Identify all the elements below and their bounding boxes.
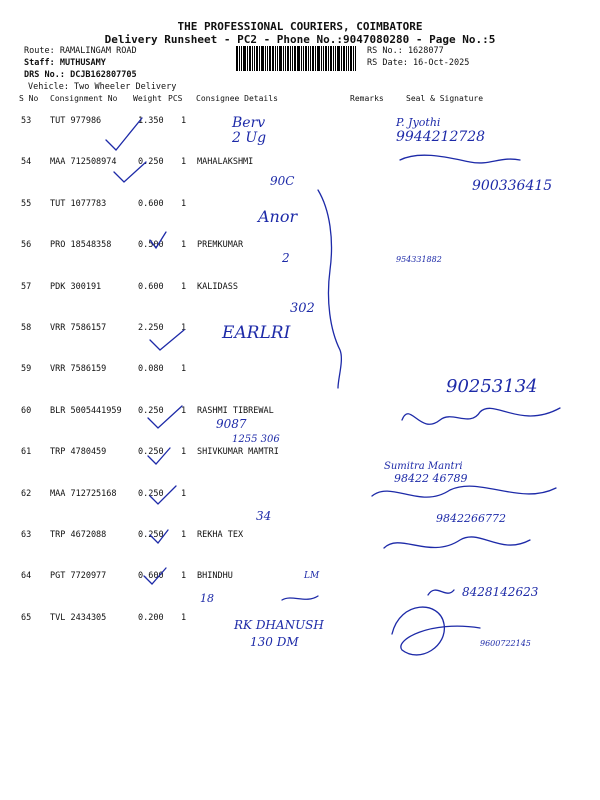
barcode-bar (348, 46, 349, 71)
barcode-bar (323, 46, 324, 71)
row-weight: 0.600 (138, 281, 164, 292)
table-row (0, 186, 600, 227)
row-pcs: 1 (181, 281, 187, 292)
drs-line (24, 70, 137, 80)
row-consignment-no: BLR 5005441959 (50, 405, 122, 416)
handwritten-name: RK DHANUSH (234, 618, 324, 632)
barcode-bar (256, 46, 258, 71)
row-sno: 56 (21, 240, 32, 251)
barcode-bar (335, 46, 336, 71)
barcode-bar (290, 46, 291, 71)
row-pcs: 1 (181, 405, 187, 416)
table-row (0, 476, 600, 517)
table-row (0, 144, 600, 185)
row-pcs: 1 (181, 157, 187, 168)
row-sno: 61 (21, 447, 32, 458)
row-consignment-no: TRP 4780459 (50, 447, 107, 458)
row-pcs: 1 (181, 323, 187, 333)
table-row (0, 393, 600, 434)
barcode-bar (269, 46, 271, 71)
handwritten-phone: 90253134 (446, 376, 538, 397)
row-consignee: PREMKUMAR (197, 240, 244, 251)
staff-line (24, 58, 106, 68)
handwritten-note: 130 DM (250, 635, 299, 649)
barcode-bar (267, 46, 268, 71)
handwritten-phone: 900336415 (472, 178, 553, 194)
row-consignee: REKHA TEX (197, 530, 244, 540)
barcode-bar (346, 46, 347, 71)
barcode-bar (236, 46, 238, 71)
barcode-bar (297, 46, 300, 71)
barcode-bar (243, 46, 246, 71)
table-row (0, 434, 600, 475)
drs-value: DCJB162807705 (70, 70, 137, 80)
barcode-bar (294, 46, 296, 71)
barcode-bar (254, 46, 255, 71)
barcode-bar (292, 46, 293, 71)
barcode-bar (312, 46, 314, 71)
barcode-bar (350, 46, 352, 71)
row-consignment-no: MAA 712508974 (50, 157, 117, 168)
row-weight: 0.600 (138, 571, 164, 582)
table-row (0, 103, 600, 144)
row-consignment-no: TUT 977986 (50, 116, 102, 126)
table-row (0, 600, 600, 641)
row-weight: 1.350 (138, 116, 164, 126)
table-row (0, 558, 600, 599)
handwritten-note: 302 (290, 301, 315, 316)
barcode-bar (287, 46, 289, 71)
barcode-bar (325, 46, 327, 71)
barcode-bar (355, 46, 356, 71)
barcode-bar (261, 46, 264, 71)
barcode-bar (330, 46, 332, 71)
row-consignment-no: PGT 7720977 (50, 571, 107, 582)
handwritten-note: Berv (232, 115, 266, 131)
row-pcs: 1 (181, 488, 187, 499)
row-sno: 63 (21, 530, 32, 540)
row-weight: 0.200 (138, 612, 164, 623)
col-pcs: PCS (168, 94, 183, 103)
row-weight: 2.250 (138, 323, 164, 333)
rs-date: RS Date: 16-Oct-2025 (367, 58, 470, 68)
barcode (236, 46, 364, 71)
row-pcs: 1 (181, 240, 187, 251)
row-weight: 0.250 (138, 488, 164, 499)
staff-value: MUTHUSAMY (59, 58, 106, 68)
barcode-bar (265, 46, 266, 71)
row-consignee: RASHMI TIBREWAL (197, 405, 274, 416)
row-weight: 0.600 (138, 198, 164, 209)
barcode-bar (247, 46, 248, 71)
handwritten-note: 90C (270, 174, 295, 188)
barcode-bar (317, 46, 320, 71)
barcode-bar (285, 46, 286, 71)
handwritten-phone: 9842266772 (436, 512, 506, 525)
table-row (0, 351, 600, 392)
row-sno: 60 (21, 405, 32, 416)
handwritten-phone: 8428142623 (462, 585, 539, 599)
barcode-bar (252, 46, 253, 71)
row-consignment-no: MAA 712725168 (50, 488, 117, 499)
row-consignee: KALIDASS (197, 281, 238, 292)
row-sno: 65 (21, 612, 32, 623)
handwritten-note: EARLRI (222, 323, 291, 343)
barcode-bar (333, 46, 334, 71)
row-pcs: 1 (181, 612, 187, 623)
col-seal-signature: Seal & Signature (406, 94, 484, 103)
barcode-bar (249, 46, 251, 71)
company-title: THE PROFESSIONAL COURIERS, COIMBATORE (177, 20, 423, 33)
runsheet-subtitle: Delivery Runsheet - PC2 - Phone No.:9047080280 - Page No.:5 (104, 33, 496, 46)
handwritten-note: 2 (282, 251, 290, 265)
barcode-bar (279, 46, 282, 71)
barcode-bar (303, 46, 304, 71)
handwritten-phone: 9600722145 (480, 639, 531, 648)
barcode-bar (343, 46, 345, 71)
col-weight: Weight (133, 94, 162, 103)
handwritten-name: Sumitra Mantri (384, 461, 463, 472)
rs-number: RS No.: 1628077 (367, 46, 444, 56)
barcode-bar (328, 46, 329, 71)
barcode-bar (315, 46, 316, 71)
row-weight: 0.250 (138, 447, 164, 458)
row-pcs: 1 (181, 198, 187, 209)
barcode-bar (308, 46, 309, 71)
row-sno: 54 (21, 157, 32, 168)
barcode-bar (272, 46, 274, 71)
barcode-bar (310, 46, 311, 71)
handwritten-note: Anor (258, 207, 298, 226)
barcode-bar (275, 46, 276, 71)
col-remarks: Remarks (350, 94, 384, 103)
barcode-bar (283, 46, 284, 71)
row-pcs: 1 (181, 571, 187, 582)
handwritten-phone: 9944212728 (396, 129, 486, 145)
barcode-bar (241, 46, 242, 71)
table-row (0, 310, 600, 351)
row-consignment-no: PDK 300191 (50, 281, 102, 292)
row-sno: 58 (21, 323, 32, 333)
handwritten-note: LM (304, 571, 320, 581)
col-consignment: Consignment No (50, 94, 118, 103)
row-consignee: BHINDHU (197, 571, 233, 582)
row-consignment-no: PRO 18548358 (50, 240, 112, 251)
row-consignment-no: TVL 2434305 (50, 612, 107, 623)
barcode-bar (353, 46, 354, 71)
row-consignment-no: TUT 1077783 (50, 198, 107, 209)
row-pcs: 1 (181, 530, 187, 540)
barcode-bar (239, 46, 240, 71)
vehicle-text: Vehicle: Two Wheeler Delivery (28, 82, 177, 92)
row-consignment-no: VRR 7586157 (50, 323, 107, 333)
table-row (0, 227, 600, 268)
row-weight: 0.250 (138, 405, 164, 416)
row-sno: 53 (21, 116, 32, 126)
row-weight: 0.500 (138, 240, 164, 251)
row-pcs: 1 (181, 447, 187, 458)
row-consignment-no: TRP 4672088 (50, 530, 107, 540)
row-sno: 64 (21, 571, 32, 582)
handwritten-note: 2 Ug (232, 130, 267, 146)
row-weight: 0.250 (138, 157, 164, 168)
handwritten-phone: 98422 46789 (394, 472, 468, 485)
barcode-bar (341, 46, 342, 71)
handwritten-phone: 954331882 (396, 255, 442, 264)
table-row (0, 517, 600, 558)
barcode-bar (259, 46, 260, 71)
col-sno: S No (19, 94, 39, 103)
route-text: Route: RAMALINGAM ROAD (24, 46, 137, 56)
row-sno: 55 (21, 198, 32, 209)
row-sno: 59 (21, 364, 32, 375)
row-pcs: 1 (181, 116, 187, 126)
row-weight: 0.250 (138, 530, 164, 540)
row-consignment-no: VRR 7586159 (50, 364, 107, 375)
barcode-bar (301, 46, 302, 71)
row-weight: 0.080 (138, 364, 164, 375)
row-consignee: MAHALAKSHMI (197, 157, 254, 168)
staff-label: Staff: (24, 58, 55, 68)
handwritten-name: P. Jyothi (396, 116, 441, 129)
row-consignee: SHIVKUMAR MAMTRI (197, 447, 279, 458)
handwritten-note: 18 (200, 592, 214, 605)
handwritten-note: 1255 306 (232, 434, 280, 445)
table-row (0, 269, 600, 310)
col-consignee: Consignee Details (196, 94, 278, 103)
drs-label: DRS No.: (24, 70, 65, 80)
handwritten-note: 34 (256, 509, 272, 523)
barcode-bar (337, 46, 340, 71)
barcode-bar (277, 46, 278, 71)
barcode-bar (305, 46, 307, 71)
row-sno: 57 (21, 281, 32, 292)
handwritten-note: 9087 (216, 417, 247, 431)
barcode-bar (321, 46, 322, 71)
row-pcs: 1 (181, 364, 187, 375)
row-sno: 62 (21, 488, 32, 499)
